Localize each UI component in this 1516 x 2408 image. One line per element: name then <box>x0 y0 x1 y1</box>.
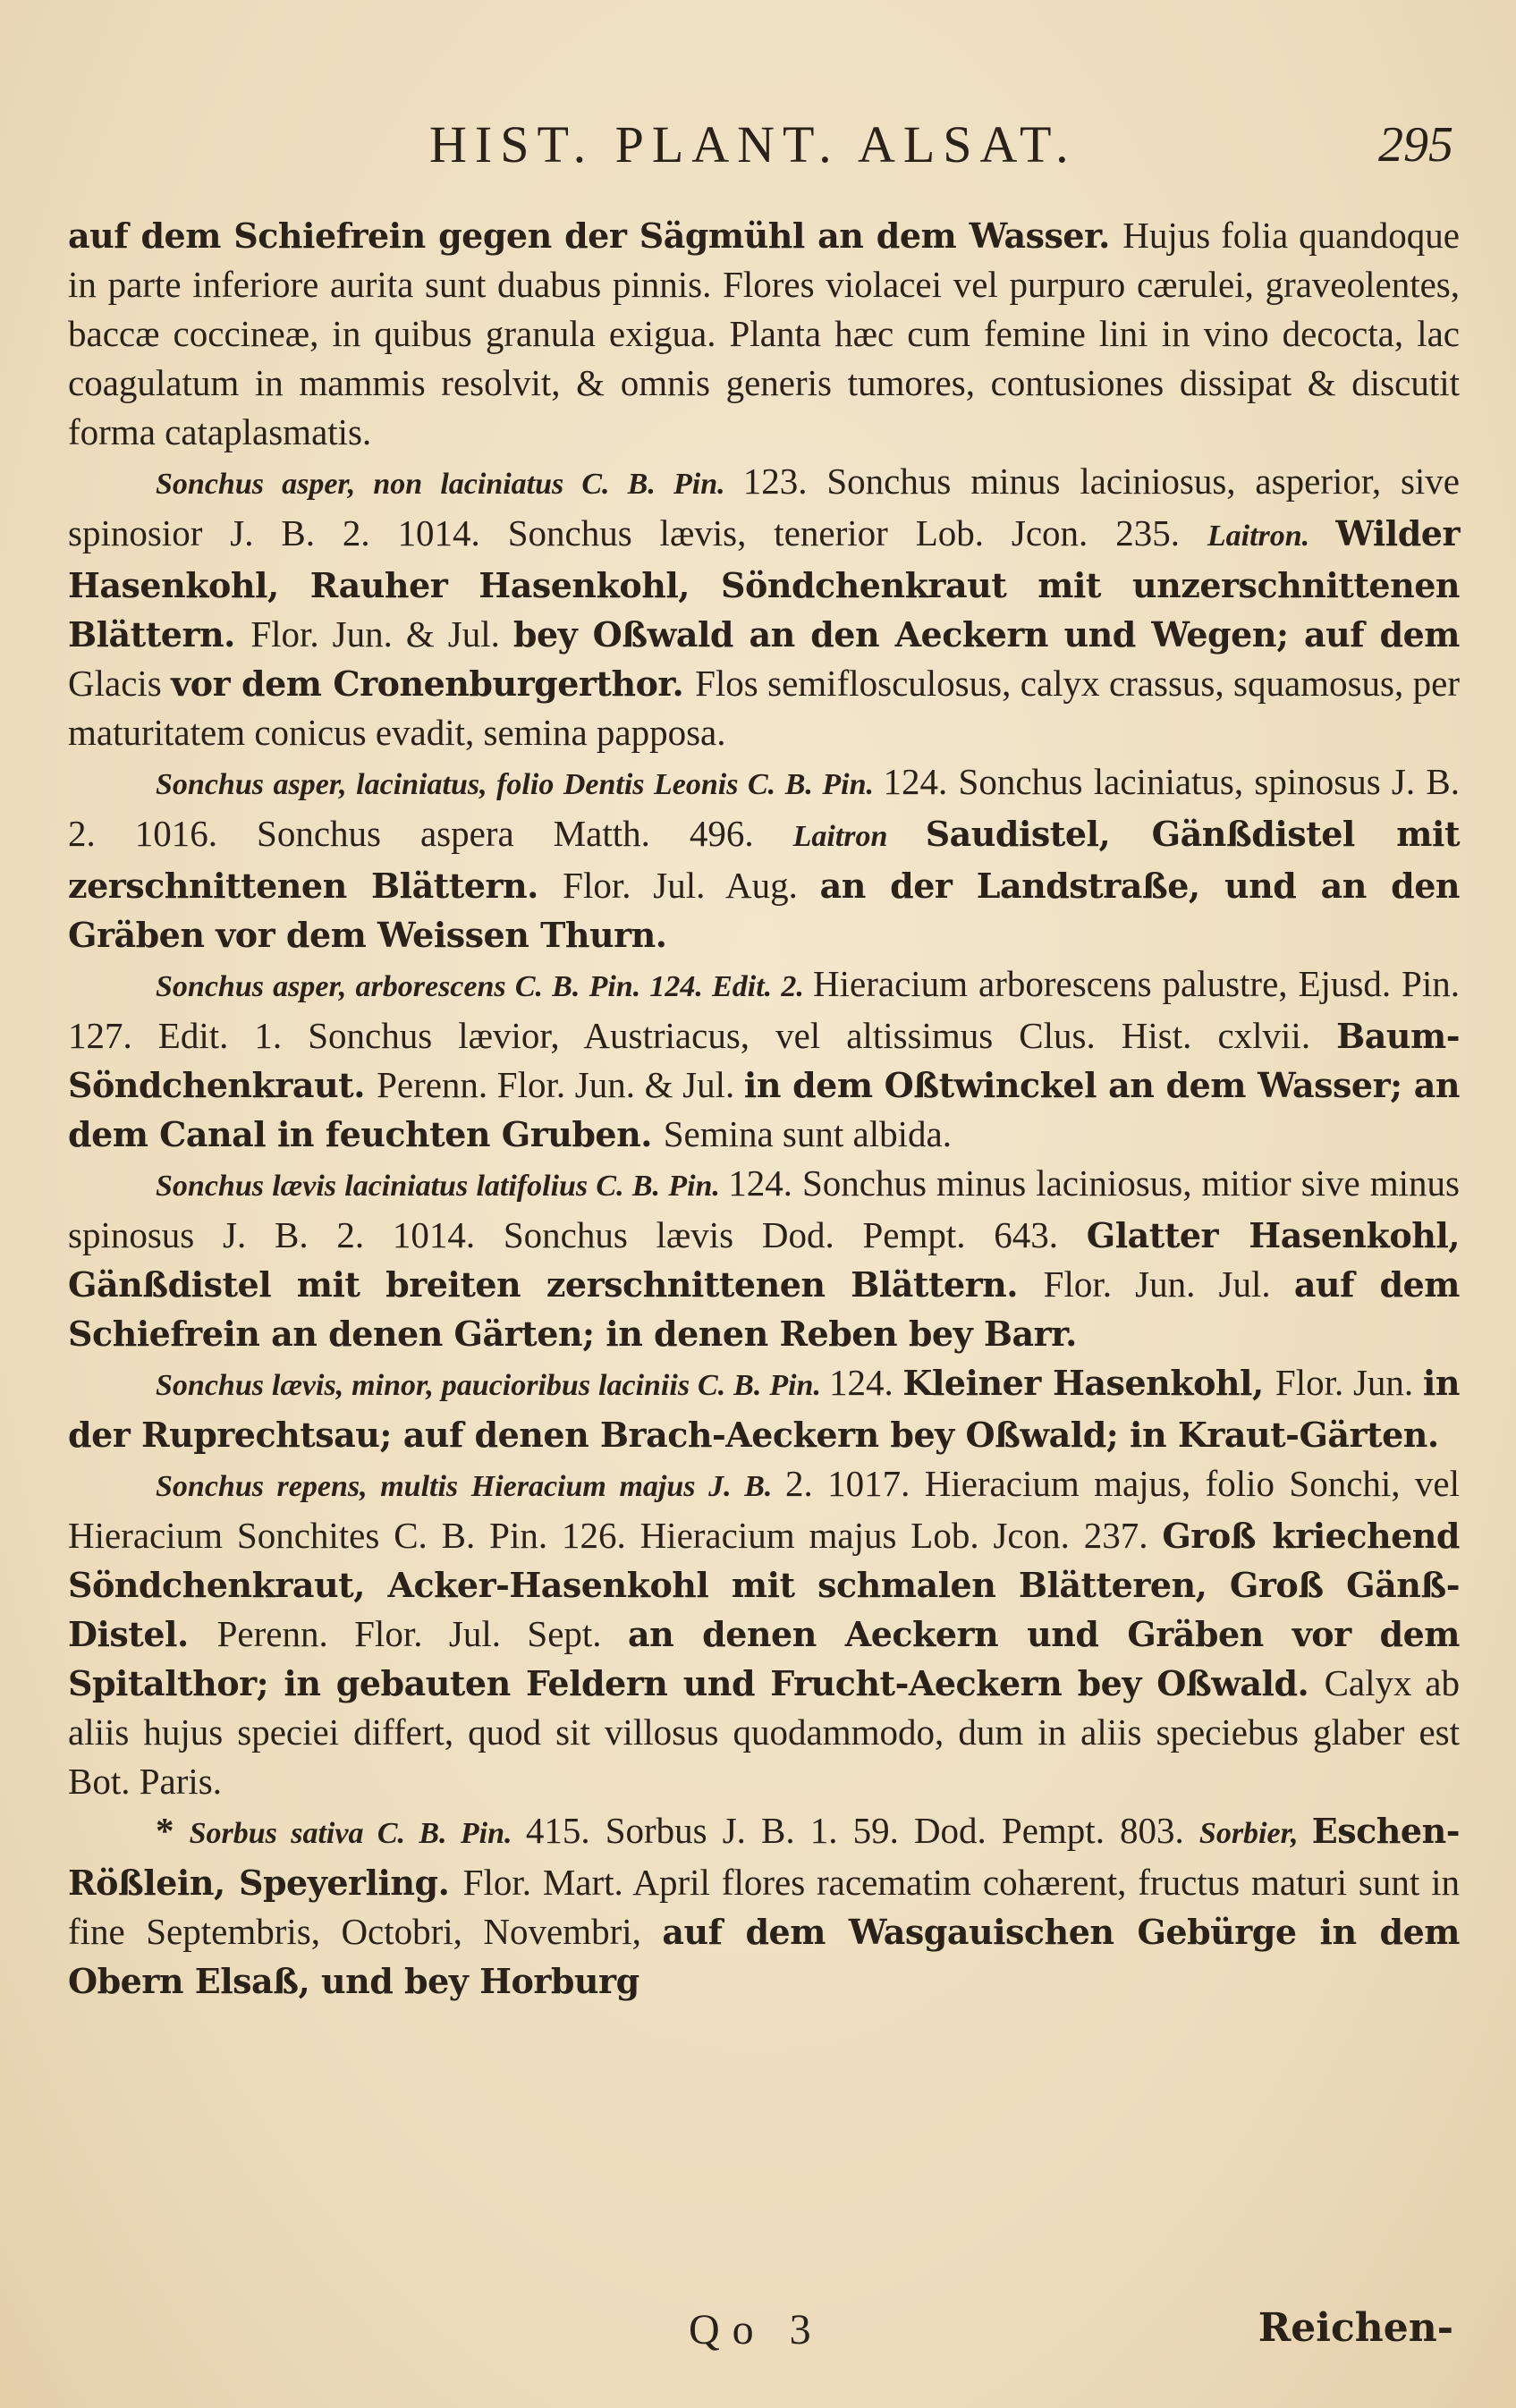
german-text: in dem Oßtwinckel an dem Wasser; an dem Canal in feuchten Gruben. <box>68 1065 1460 1154</box>
lemma-text: Sonchus asper, non laciniatus C. B. Pin. <box>156 468 743 501</box>
latin-text: Perenn. Flor. Jul. Sept. <box>216 1613 628 1654</box>
german-text: Glatter Hasenkohl, Gänßdistel mit breiten zerschnittenen Blättern. <box>68 1215 1461 1305</box>
latin-text: Flor. Jul. Aug. <box>563 865 820 906</box>
german-text: auf dem Schiefrein gegen der Sägmühl an dem Wasser. <box>68 215 1123 256</box>
german-text: auf dem Schiefrein an denen Gärten; in denen Reben bey Barr. <box>68 1264 1461 1354</box>
german-text: an denen Aeckern und Gräben vor dem Spitalthor; in gebauten Feldern und Frucht-Aeckern bey Oßwald. <box>68 1614 1460 1703</box>
german-text: auf dem Wasgauischen Gebürge in dem Obern Elsaß, und bey Horburg <box>68 1912 1460 2001</box>
entry-sorbus-sativa <box>68 1806 1460 2006</box>
latin-text: Calyx ab aliis hujus speciei differt, quod sit villosus quodammodo, dum in aliis speciebus glaber est Bot. Paris. <box>68 1662 1461 1802</box>
paragraph-continuation <box>68 211 1460 457</box>
signature-mark: Qo 3 <box>689 2306 824 2353</box>
german-text: Saudistel, Gänßdistel mit zerschnittenen Blättern. <box>68 814 1460 906</box>
german-text: an der Landstraße, und an den Gräben vor dem Weissen Thurn. <box>68 866 1460 955</box>
entry-sonchus-asper-non-laciniatus <box>68 457 1460 757</box>
catchword: Reichen- <box>1258 2305 1453 2351</box>
lemma-text: Sonchus lævis laciniatus latifolius C. B. Pin. <box>156 1170 729 1203</box>
cultivated-mark: * <box>156 1810 190 1851</box>
lemma-text: Sonchus asper, laciniatus, folio Dentis Leonis C. B. Pin. <box>156 768 884 801</box>
german-text: bey Oßwald an den Aeckern und Wegen; auf dem <box>512 614 1460 655</box>
entry-sonchus-laevis-latifolius <box>68 1159 1460 1358</box>
lemma-text: Sonchus lævis, minor, paucioribus laciniis C. B. Pin. <box>156 1369 829 1402</box>
lemma-text: Sorbier, <box>1198 1817 1312 1850</box>
latin-text: 124. Sonchus minus laciniosus, mitior sive minus spinosus J. B. 2. 1014. Sonchus lævis Dod. Pempt. 643. <box>68 1162 1461 1255</box>
latin-text: 415. Sorbus J. B. 1. 59. Dod. Pempt. 803. <box>525 1810 1199 1851</box>
page-footer <box>63 2305 1453 2368</box>
latin-text: Hieracium arborescens palustre, Ejusd. Pin. 127. Edit. 1. Sonchus lævior, Austriacus, vel altissimus Clus. Hist. cxlvii. <box>68 963 1460 1056</box>
latin-text: 124. Sonchus laciniatus, spinosus J. B. 2. 1016. Sonchus aspera Matth. 496. <box>68 761 1460 854</box>
lemma-text: Sonchus asper, arborescens C. B. Pin. 124. Edit. 2. <box>156 970 814 1003</box>
latin-text: Semina sunt albida. <box>663 1113 952 1154</box>
german-text: Kleiner Hasenkohl, <box>902 1363 1275 1403</box>
german-text: vor dem Cronenburgerthor. <box>171 663 696 704</box>
lemma-text: Laitron. <box>1207 520 1336 553</box>
latin-text: Flor. Mart. April flores racematim cohærent, fructus maturi sunt in fine Septembris, Octobri, Novembri, <box>68 1862 1460 1952</box>
german-text: Groß kriechend Söndchenkraut, Acker-Hasenkohl mit schmalen Blätteren, Groß Gänß-Distel. <box>68 1516 1461 1654</box>
latin-text: Flor. Jun. & Jul. <box>250 613 513 655</box>
german-text: in der Ruprechtsau; auf denen Brach-Aeckern bey Oßwald; in Kraut-Gärten. <box>68 1363 1460 1455</box>
lemma-text: Sonchus repens, multis Hieracium majus J. B. <box>156 1470 785 1503</box>
latin-text: Perenn. Flor. Jun. & Jul. <box>377 1064 744 1105</box>
running-head: HIST. PLANT. ALSAT. <box>429 115 1077 173</box>
latin-text: Flos semiflosculosus, calyx crassus, squamosus, per maturitatem conicus evadit, semina papposa. <box>68 663 1460 753</box>
entry-sonchus-repens <box>68 1459 1460 1806</box>
german-text: Baum-Söndchenkraut. <box>68 1016 1460 1105</box>
entry-sonchus-asper-laciniatus <box>68 757 1460 959</box>
german-text: Wilder Hasenkohl, Rauher Hasenkohl, Söndchenkraut mit unzerschnittenen Blättern. <box>68 513 1460 655</box>
latin-text: Glacis <box>68 663 172 704</box>
latin-text: 124. <box>828 1362 903 1403</box>
german-text: Eschen-Rößlein, Speyerling. <box>68 1811 1460 1903</box>
body-text <box>68 211 1460 2006</box>
page-number: 295 <box>1378 117 1453 173</box>
lemma-text: Sorbus sativa C. B. Pin. <box>189 1817 526 1850</box>
entry-sonchus-asper-arborescens <box>68 959 1460 1159</box>
latin-text: Flor. Jun. Jul. <box>1043 1263 1294 1305</box>
latin-text: Flor. Jun. <box>1275 1362 1423 1403</box>
lemma-text: Laitron <box>792 820 926 853</box>
latin-text: 2. 1017. Hieracium majus, folio Sonchi, vel Hieracium Sonchites C. B. Pin. 126. Hieracium majus Lob. Jcon. 237. <box>68 1463 1460 1556</box>
page-header <box>63 114 1453 195</box>
latin-text: 123. Sonchus minus laciniosus, asperior, sive spinosior J. B. 2. 1014. Sonchus lævis, tenerior Lob. Jcon. 235. <box>68 460 1460 553</box>
latin-text: Hujus folia quandoque in parte inferiore aurita sunt duabus pinnis. Flores violacei vel purpuro cærulei, graveolentes, baccæ coccineæ, in quibus granula exigua. Planta hæc cum femine lini in vino decocta, lac coagulatum in mammis resolvit, & omnis generis tumores, contusiones dissipat & discutit forma cataplasmatis. <box>68 215 1460 452</box>
entry-sonchus-laevis-minor <box>68 1358 1460 1459</box>
